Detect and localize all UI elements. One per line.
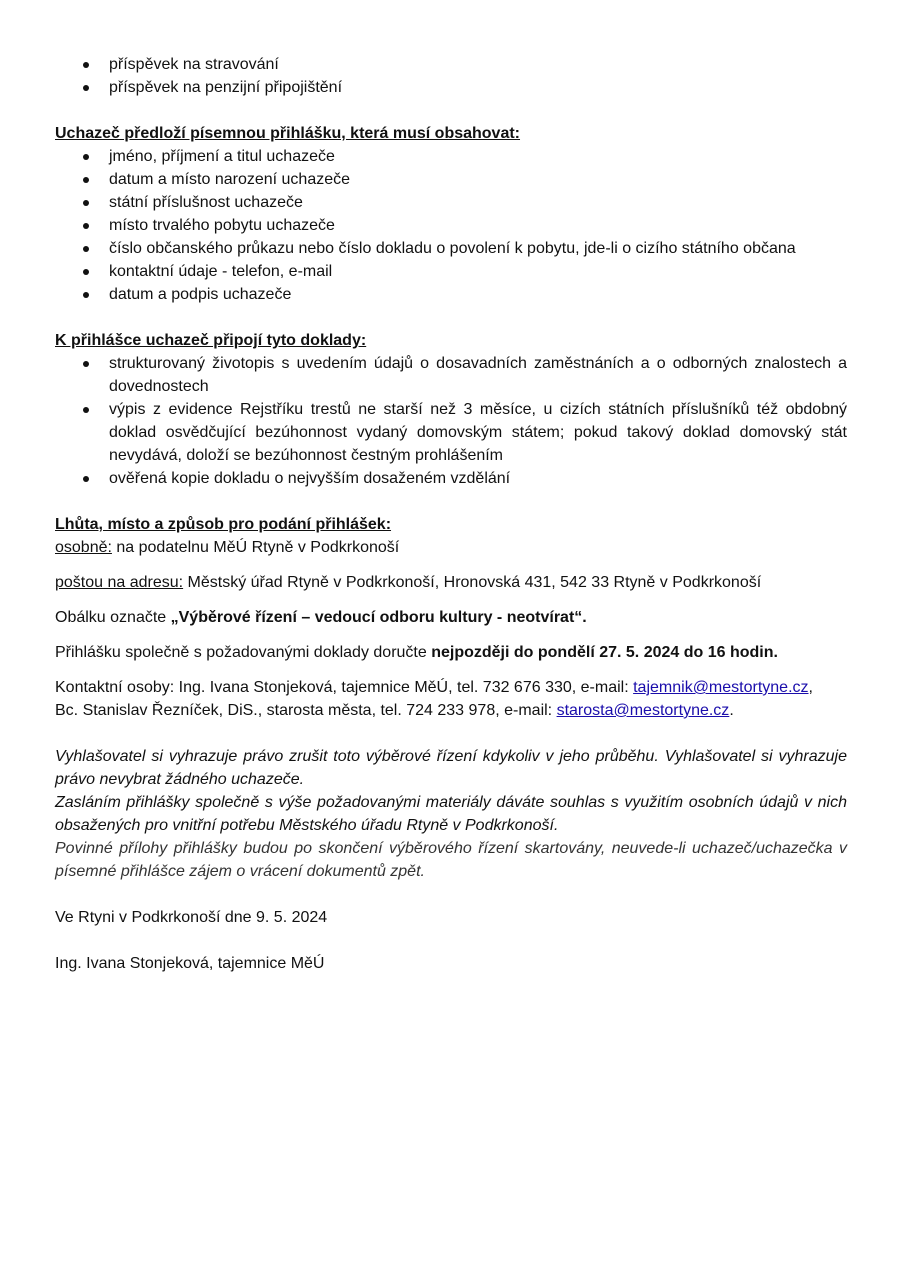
envelope-line xyxy=(55,606,847,629)
post-label: poštou na adresu: xyxy=(55,574,184,591)
email-link-tajemnik[interactable]: tajemnik@mestortyne.cz xyxy=(633,679,809,696)
list-item: datum a podpis uchazeče xyxy=(55,283,847,306)
note-consent: Zasláním přihlášky společně s výše požadovanými materiály dáváte souhlas s využitím osobních údajů v nich obsažených pro vnitřní potřebu Městského úřadu Rtyně v Podkrkonoší. xyxy=(55,794,847,834)
submission-heading: Lhůta, místo a způsob pro podání přihlášek: xyxy=(55,516,392,533)
in-person-text: na podatelnu MěÚ Rtyně v Podkrkonoší xyxy=(111,539,400,556)
list-item: datum a místo narození uchazeče xyxy=(55,168,847,191)
list-item: místo trvalého pobytu uchazeče xyxy=(55,214,847,237)
list-item: výpis z evidence Rejstříku trestů ne starší než 3 měsíce, u cizích státních příslušníků též obdobný doklad osvědčující bezúhonnost vydaný domovským státem; pokud takový doklad domovský stát nevydává, doloží se bezúhonnost čestným prohlášením xyxy=(55,398,847,467)
list-item: jméno, příjmení a titul uchazeče xyxy=(55,145,847,168)
in-person-label: osobně: xyxy=(55,539,112,556)
contact-text: Bc. Stanislav Řezníček, DiS., starosta města, tel. 724 233 978, e-mail: xyxy=(55,702,557,719)
note-attachments: Povinné přílohy přihlášky budou po skončení výběrového řízení skartovány, neuvede-li uchazeč/uchazečka v písemné přihlášce zájem o vrácení dokumentů zpět. xyxy=(55,840,847,880)
documents-list xyxy=(55,352,847,490)
document-page xyxy=(55,53,847,975)
contact-line-2 xyxy=(55,699,847,722)
envelope-marking: „Výběrové řízení – vedoucí odboru kultury - neotvírat“. xyxy=(170,609,587,626)
deadline-line xyxy=(55,641,847,664)
signature: Ing. Ivana Stonjeková, tajemnice MěÚ xyxy=(55,955,325,972)
contact-punct: . xyxy=(729,702,734,719)
contact-punct: , xyxy=(808,679,813,696)
place-date: Ve Rtyni v Podkrkonoší dne 9. 5. 2024 xyxy=(55,909,328,926)
post-text: Městský úřad Rtyně v Podkrkonoší, Hronovská 431, 542 33 Rtyně v Podkrkonoší xyxy=(183,574,762,591)
contact-line-1 xyxy=(55,676,847,699)
contact-text: Kontaktní osoby: Ing. Ivana Stonjeková, tajemnice MěÚ, tel. 732 676 330, e-mail: xyxy=(55,679,634,696)
deadline-prefix: Přihlášku společně s požadovanými doklady doručte xyxy=(55,644,432,661)
envelope-prefix: Obálku označte xyxy=(55,609,171,626)
list-item: státní příslušnost uchazeče xyxy=(55,191,847,214)
deadline-date: nejpozději do pondělí 27. 5. 2024 do 16 hodin. xyxy=(431,644,778,661)
application-requirements-list xyxy=(55,145,847,306)
note-reservation: Vyhlašovatel si vyhrazuje právo zrušit toto výběrové řízení kdykoliv v jeho průběhu. Vyhlašovatel si vyhrazuje právo nevybrat žádného uchazeče. xyxy=(55,748,847,788)
documents-heading: K přihlášce uchazeč připojí tyto doklady: xyxy=(55,332,367,349)
application-heading: Uchazeč předloží písemnou přihlášku, která musí obsahovat: xyxy=(55,125,521,142)
post-line xyxy=(55,571,847,594)
list-item: ověřená kopie dokladu o nejvyšším dosaženém vzdělání xyxy=(55,467,847,490)
benefits-list xyxy=(55,53,847,99)
list-item: strukturovaný životopis s uvedením údajů o dosavadních zaměstnáních a o odborných znalostech a dovednostech xyxy=(55,352,847,398)
list-item: příspěvek na penzijní připojištění xyxy=(55,76,847,99)
list-item: příspěvek na stravování xyxy=(55,53,847,76)
list-item: číslo občanského průkazu nebo číslo dokladu o povolení k pobytu, jde-li o cizího státního občana xyxy=(55,237,847,260)
in-person-line xyxy=(55,536,847,559)
email-link-starosta[interactable]: starosta@mestortyne.cz xyxy=(556,702,730,719)
list-item: kontaktní údaje - telefon, e-mail xyxy=(55,260,847,283)
